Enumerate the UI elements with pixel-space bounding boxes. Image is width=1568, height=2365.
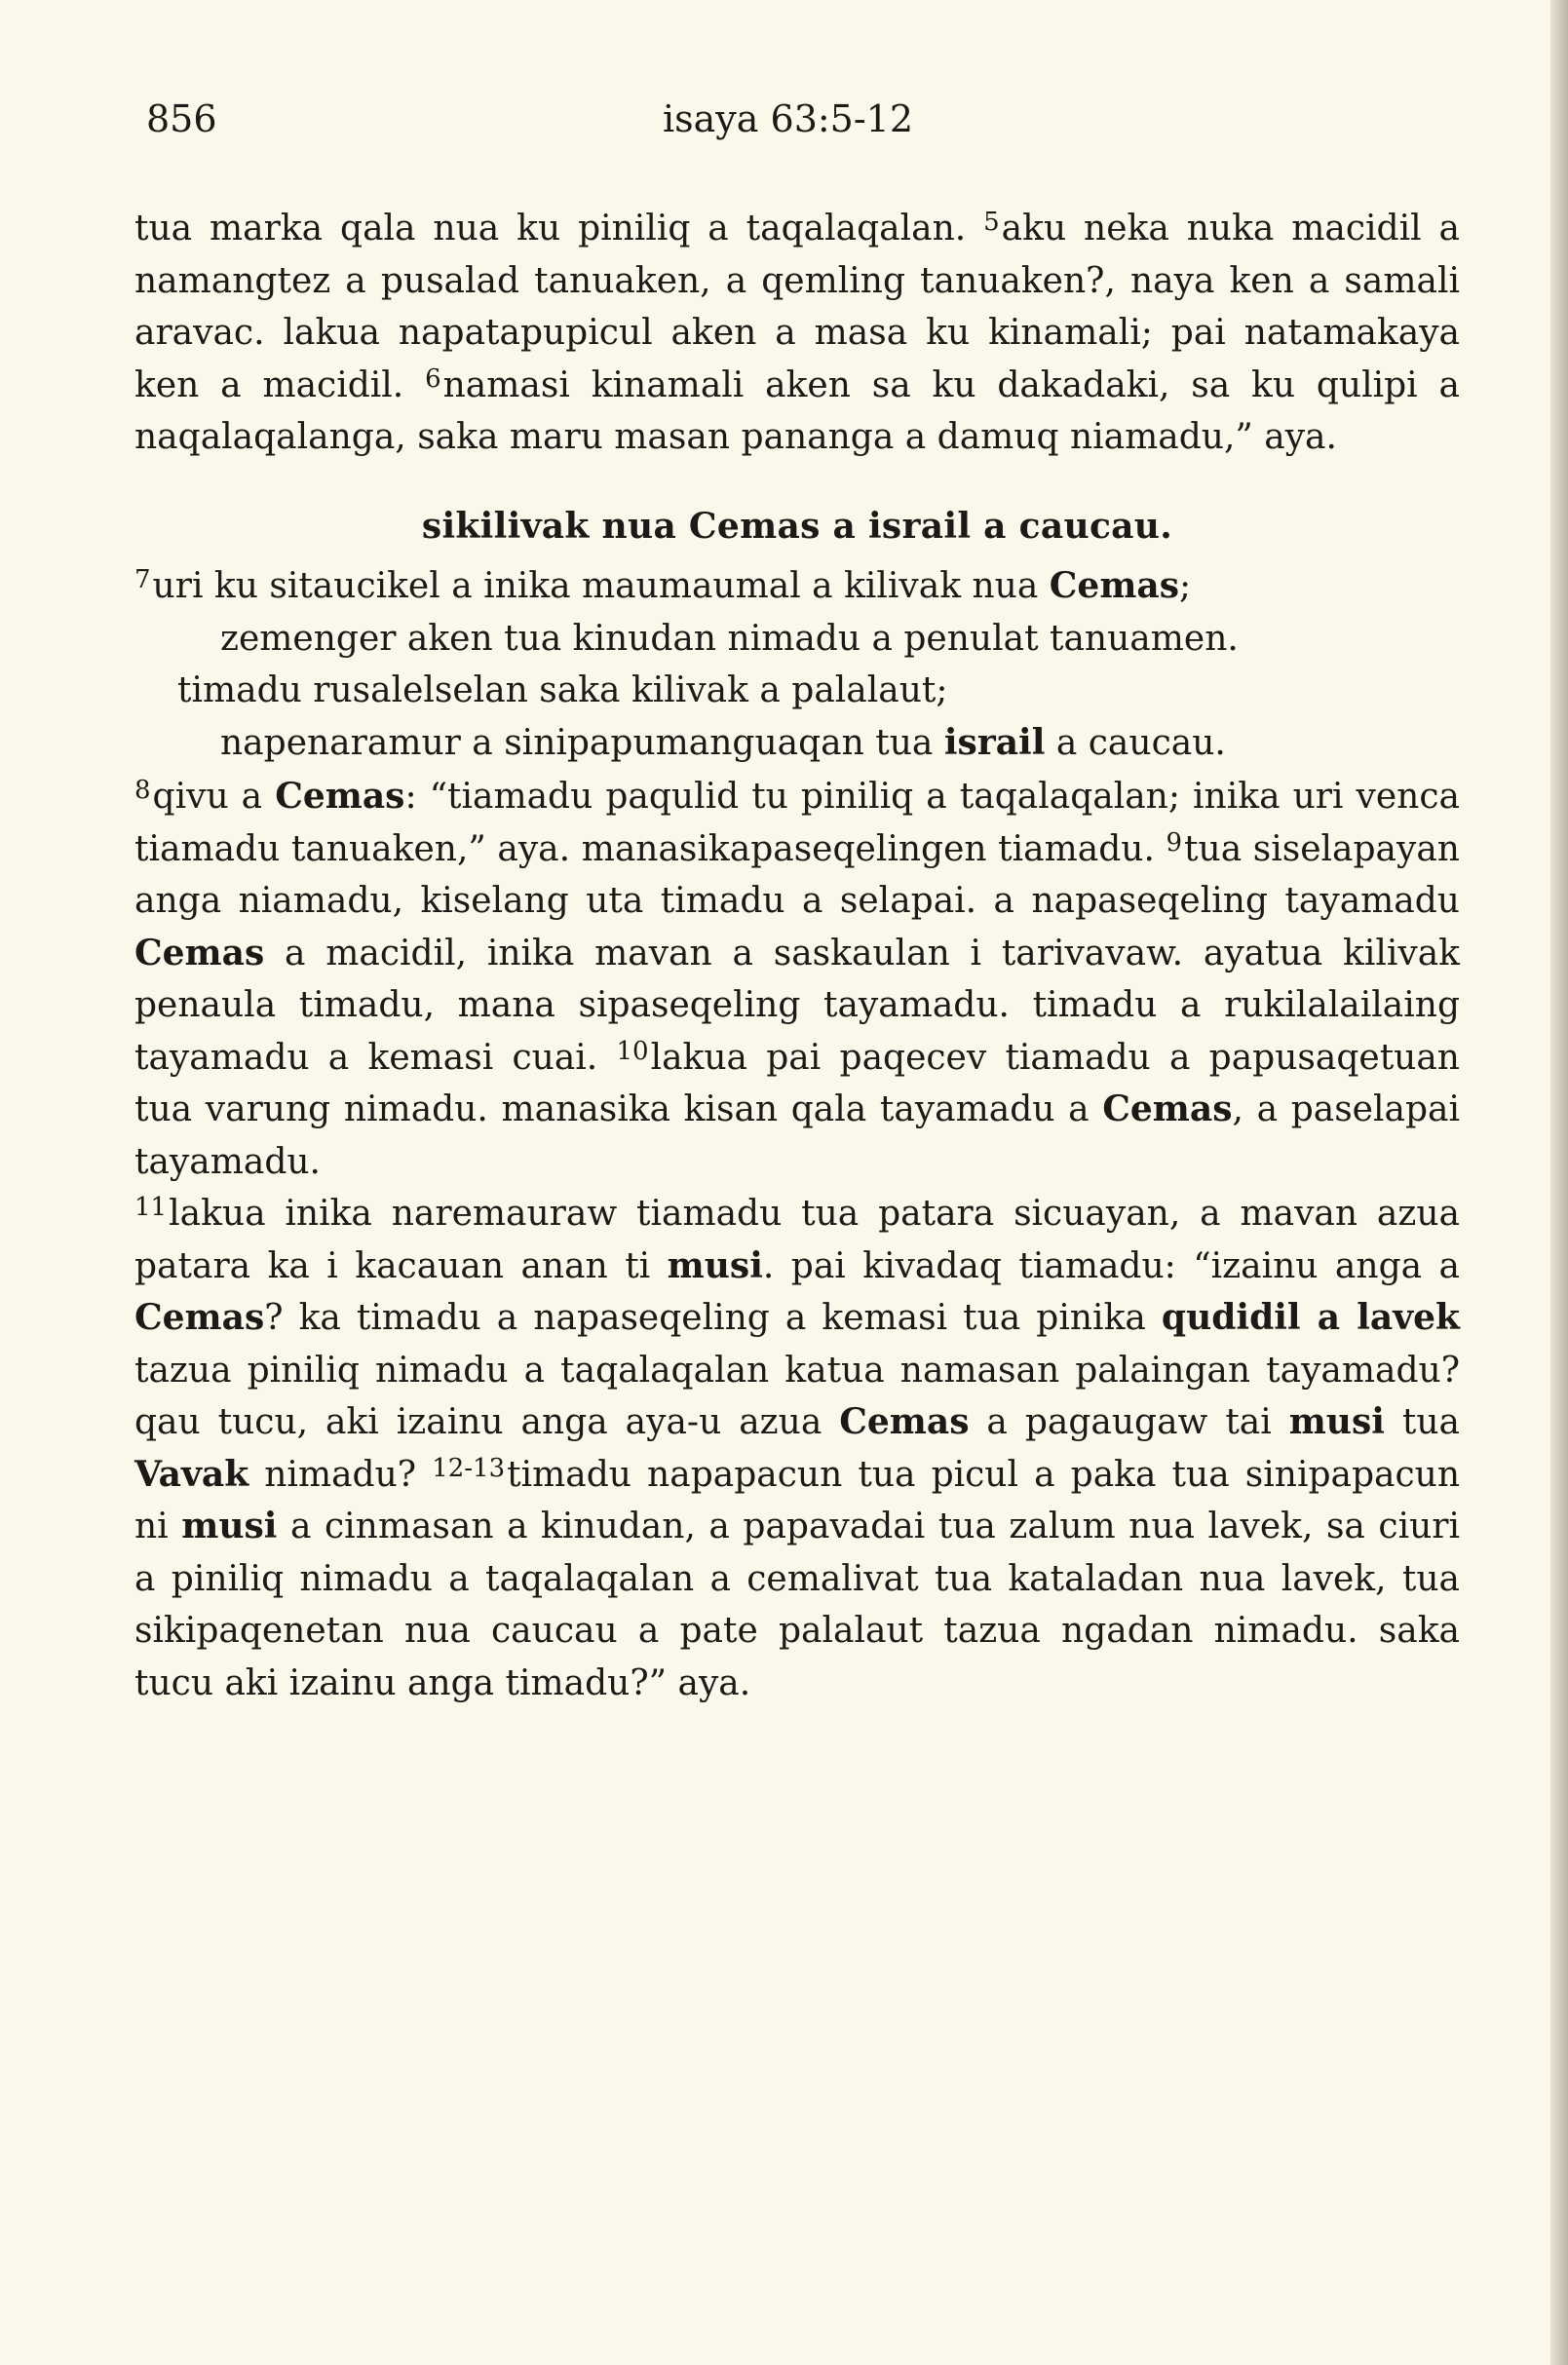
verse-number: 11 [134,1193,168,1222]
bold-term: Cemas [134,1297,265,1338]
text-segment: uri ku sitaucikel a inika maumaumal a kilivak nua [152,566,1050,606]
running-head: isaya 63:5-12 [663,97,914,140]
bold-term: musi [667,1244,763,1286]
verse-number: 10 [616,1036,649,1066]
text-segment: aku neka nuka macidil a namangtez a pusalad tanuaken, a qemling tanuaken?, naya ken a samali aravac. lakua napatapupicul aken a masa ku kinamali; pai natamakaya ken a macidil. [134,209,1460,405]
bold-term: Cemas [1049,565,1180,606]
text-segment: a cinmasan a kinudan, a papavadai tua zalum nua lavek, sa ciuri a piniliq nimadu a taqalaqalan a cemalivat tua kataladan nua lavek, tua sikipaqenetan nua caucau a pate palalaut tazua ngadan nimadu. saka tucu aki izainu anga timadu?” aya. [134,1507,1460,1703]
text-segment: ? ka timadu a napaseqeling a kemasi tua pinika [264,1298,1162,1338]
bold-term: Vavak [134,1453,249,1495]
text-segment: timadu napapacun tua picul a paka tua sinipapacun ni [134,1454,1461,1546]
text-segment: qivu a [152,777,276,817]
verse-number: 6 [425,363,441,394]
bold-term: qudidil a lavek [1161,1297,1460,1338]
paragraph-verses-8-10 [134,771,1460,1188]
poetry-block [134,560,1460,769]
verse-number: 8 [134,776,151,805]
page-number: 856 [146,97,217,140]
page-header [146,97,1442,156]
poetry-line-2: zemenger aken tua kinudan nimadu a penulat tanuamen. [220,618,1239,659]
page-body [134,203,1460,1709]
text-segment: a caucau. [1045,722,1226,763]
verse-number: 12-13 [432,1453,506,1483]
text-segment: tua marka qala nua ku piniliq a taqalaqalan. [134,209,984,248]
text-segment: , a paselapai tayamadu. [134,1089,1460,1182]
text-segment: ; [1179,566,1192,606]
section-heading: sikilivak nua Cemas a israil a caucau. [421,505,1173,547]
poetry-line-3: timadu rusalelselan saka kilivak a palalaut; [177,670,948,710]
text-segment: . pai kivadaq tiamadu: “izainu anga a [762,1245,1461,1286]
text-segment: lakua inika naremauraw tiamadu tua patara sicuayan, a mavan azua patara ka i kacauan anan ti [134,1194,1460,1286]
text-segment: tua [1384,1402,1460,1442]
poetry-line-4 [134,717,1460,770]
text-segment: nimadu? [249,1454,433,1495]
bold-term: Cemas [134,932,265,973]
text-segment: namasi kinamali aken sa ku dakadaki, sa ku qulipi a naqalaqalanga, saka maru masan pananga a damuq niamadu,” aya. [134,364,1460,457]
text-segment: tua siselapayan anga niamadu, kiselang uta timadu a selapai. a napaseqeling tayamadu [134,828,1460,921]
bold-term: musi [1288,1401,1385,1442]
page-edge [1550,0,1568,2365]
text-segment: lakua pai paqecev tiamadu a papusaqetuan tua varung nimadu. manasika kisan qala tayamadu a [134,1037,1460,1129]
bold-term: Cemas [839,1401,970,1442]
poetry-line-1 [134,560,1460,613]
verse-number: 9 [1166,827,1183,858]
verse-number: 5 [983,208,1000,237]
bold-term: Cemas [275,776,405,817]
bold-term: musi [181,1506,278,1546]
text-segment: : “tiamadu paqulid tu piniliq a taqalaqalan; inika uri venca tiamadu tanuaken,” aya. manasikapaseqelingen tiamadu. [134,777,1460,869]
bold-term: israil [943,721,1046,763]
text-segment: tazua piniliq nimadu a taqalaqalan katua namasan palaingan tayamadu? qau tucu, aki izainu anga aya-u azua [134,1350,1460,1442]
text-segment: a pagaugaw tai [969,1402,1289,1442]
text-segment: napenaramur a sinipapumanguaqan tua [220,722,944,763]
paragraph-verses-11-13 [134,1188,1460,1709]
paragraph-verses-5-6 [134,203,1460,464]
text-segment: a macidil, inika mavan a saskaulan i tarivavaw. ayatua kilivak penaula timadu, mana sipaseqeling tayamadu. timadu a rukilalailaing tayamadu a kemasi cuai. [134,933,1460,1078]
bold-term: Cemas [1102,1088,1233,1129]
verse-number: 7 [134,565,151,594]
